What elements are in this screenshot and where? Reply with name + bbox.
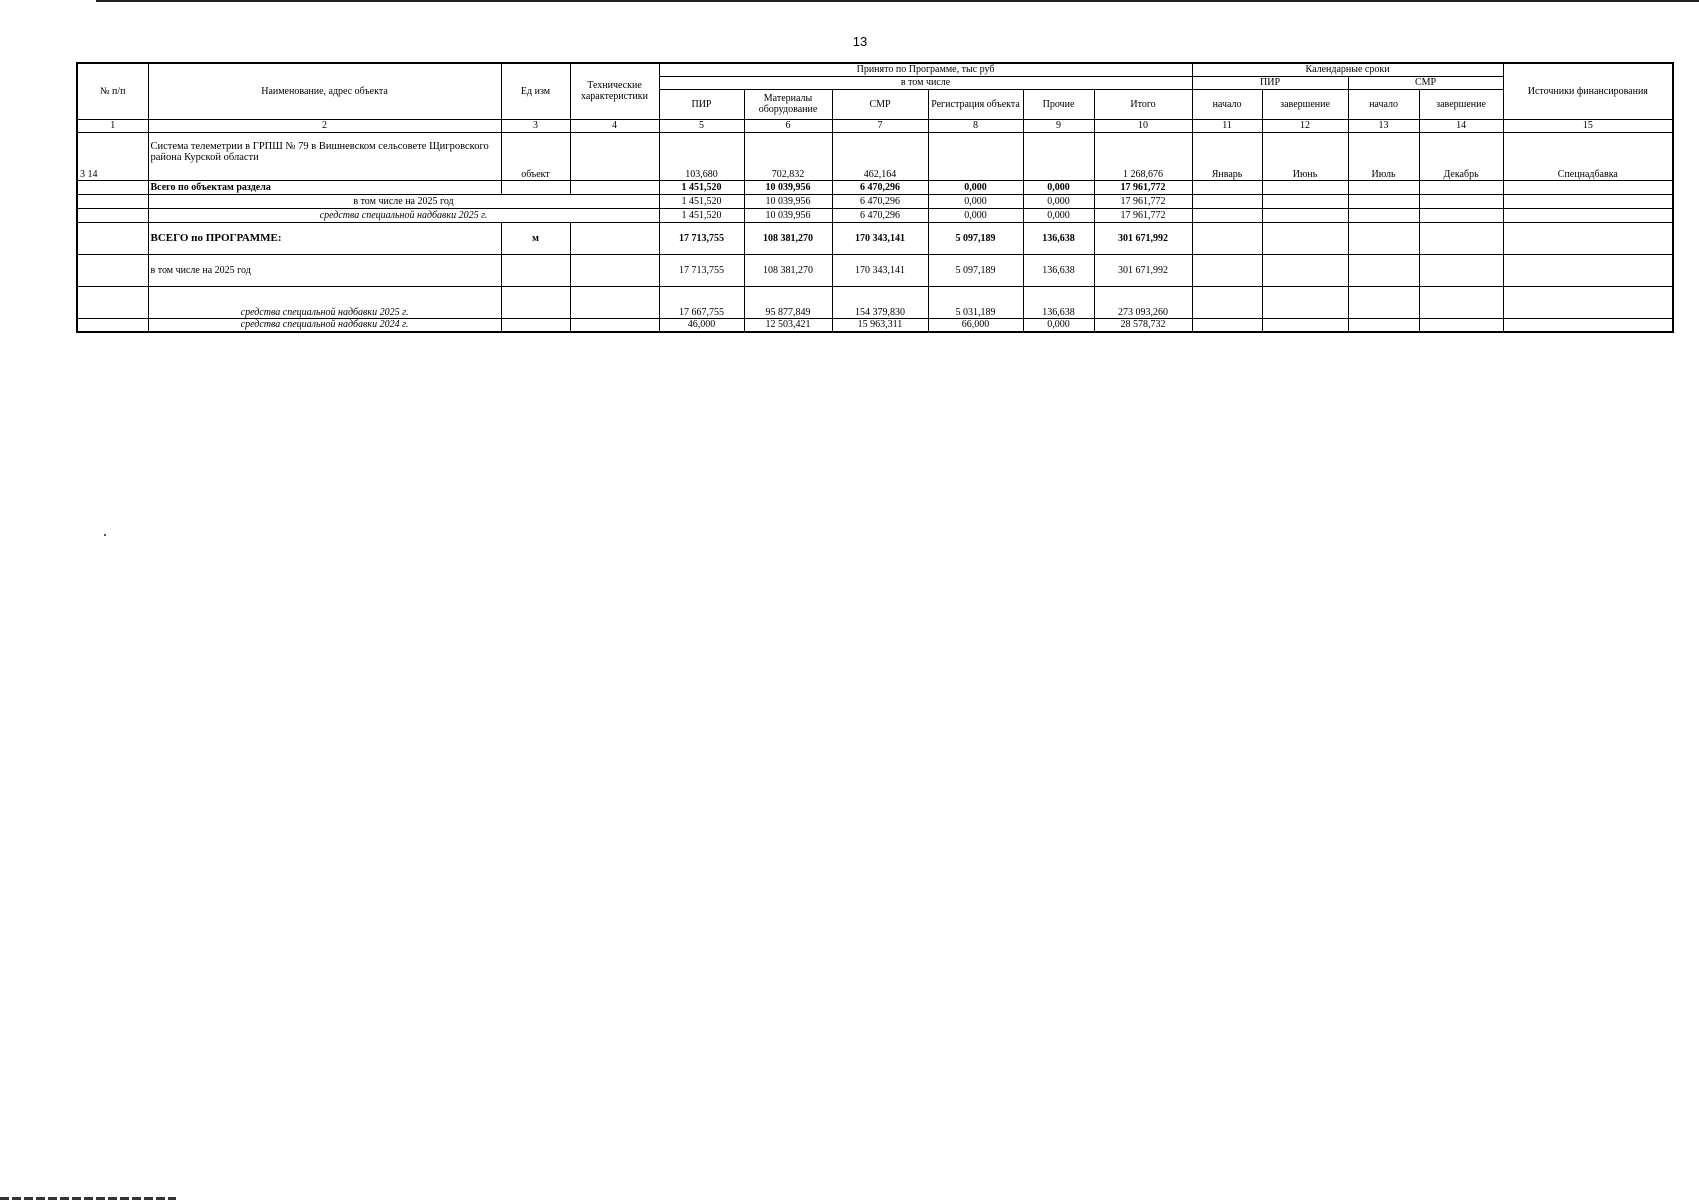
program-total-row [77, 222, 1673, 254]
header-total: Итого [1094, 89, 1192, 119]
header-cal-smr: СМР [1348, 76, 1503, 89]
col-number: 2 [148, 119, 501, 132]
section-total-other: 0,000 [1023, 180, 1094, 194]
header-pir-end: завершение [1262, 89, 1348, 119]
program-2025-materials: 108 381,270 [744, 254, 832, 286]
scan-speck [104, 534, 106, 536]
program-2025-label: в том числе на 2025 год [148, 254, 501, 286]
section-total-label: Всего по объектам раздела [148, 180, 501, 194]
section-2025-smr: 6 470,296 [832, 194, 928, 208]
program-total-other: 136,638 [1023, 222, 1094, 254]
col-number: 13 [1348, 119, 1419, 132]
program-fund-2024-pir: 46,000 [659, 318, 744, 332]
section-fund-2025-other: 0,000 [1023, 208, 1094, 222]
program-total-unit: м [501, 222, 570, 254]
program-fund-2024-materials: 12 503,421 [744, 318, 832, 332]
col-number: 9 [1023, 119, 1094, 132]
section-total-row [77, 180, 1673, 194]
col-number: 4 [570, 119, 659, 132]
header-smr-start: начало [1348, 89, 1419, 119]
program-total-materials: 108 381,270 [744, 222, 832, 254]
program-table [76, 62, 1674, 333]
program-fund-2025-materials: 95 877,849 [744, 286, 832, 318]
program-fund-2025-total: 273 093,260 [1094, 286, 1192, 318]
program-fund-2025-registration: 5 031,189 [928, 286, 1023, 318]
header-calendar: Календарные сроки [1192, 63, 1503, 76]
program-fund-2024-other: 0,000 [1023, 318, 1094, 332]
section-2025-registration: 0,000 [928, 194, 1023, 208]
object-source: Спецнадбавка [1503, 132, 1673, 180]
header-smr: СМР [832, 89, 928, 119]
object-other [1023, 132, 1094, 180]
header-including: в том числе [659, 76, 1192, 89]
object-num: 3 14 [77, 132, 148, 180]
section-total-total: 17 961,772 [1094, 180, 1192, 194]
program-2025-other: 136,638 [1023, 254, 1094, 286]
section-fund-2025-pir: 1 451,520 [659, 208, 744, 222]
header-other: Прочие [1023, 89, 1094, 119]
program-total-label: ВСЕГО по ПРОГРАММЕ: [148, 222, 501, 254]
page-number: 13 [852, 34, 868, 49]
program-total-smr: 170 343,141 [832, 222, 928, 254]
header-accepted: Принято по Программе, тыс руб [659, 63, 1192, 76]
header-pir-start: начало [1192, 89, 1262, 119]
program-total-registration: 5 097,189 [928, 222, 1023, 254]
section-2025-materials: 10 039,956 [744, 194, 832, 208]
col-number: 8 [928, 119, 1023, 132]
section-fund-2025-materials: 10 039,956 [744, 208, 832, 222]
col-number: 6 [744, 119, 832, 132]
program-2025-registration: 5 097,189 [928, 254, 1023, 286]
program-fund-2024-smr: 15 963,311 [832, 318, 928, 332]
program-fund-2024-row [77, 318, 1673, 332]
object-row [77, 132, 1673, 180]
program-2025-pir: 17 713,755 [659, 254, 744, 286]
section-total-pir: 1 451,520 [659, 180, 744, 194]
program-fund-2025-row [77, 286, 1673, 318]
program-fund-2024-registration: 66,000 [928, 318, 1023, 332]
header-sources: Источники финансирования [1503, 63, 1673, 119]
object-unit: объект [501, 132, 570, 180]
header-tech: Технические характеристики [570, 63, 659, 119]
program-fund-2025-other: 136,638 [1023, 286, 1094, 318]
object-name: Система телеметрии в ГРПШ № 79 в Вишневском сельсовете Щигровского района Курской области [148, 132, 501, 180]
header-num: № п/п [77, 63, 148, 119]
program-2025-total: 301 671,992 [1094, 254, 1192, 286]
program-total-total: 301 671,992 [1094, 222, 1192, 254]
program-fund-2025-smr: 154 379,830 [832, 286, 928, 318]
program-fund-2025-pir: 17 667,755 [659, 286, 744, 318]
col-number: 11 [1192, 119, 1262, 132]
object-smr-start: Июль [1348, 132, 1419, 180]
section-2025-other: 0,000 [1023, 194, 1094, 208]
object-pir: 103,680 [659, 132, 744, 180]
section-2025-label: в том числе на 2025 год [148, 194, 659, 208]
header-unit: Ед изм [501, 63, 570, 119]
header-materials: Материалы оборудование [744, 89, 832, 119]
col-number: 15 [1503, 119, 1673, 132]
col-number: 14 [1419, 119, 1503, 132]
col-number: 5 [659, 119, 744, 132]
object-materials: 702,832 [744, 132, 832, 180]
program-fund-2024-total: 28 578,732 [1094, 318, 1192, 332]
header-pir: ПИР [659, 89, 744, 119]
program-fund-2024-label: средства специальной надбавки 2024 г. [148, 318, 501, 332]
section-fund-2025-label: средства специальной надбавки 2025 г. [148, 208, 659, 222]
header-name: Наименование, адрес объекта [148, 63, 501, 119]
section-total-smr: 6 470,296 [832, 180, 928, 194]
header-registration: Регистрация объекта [928, 89, 1023, 119]
section-total-materials: 10 039,956 [744, 180, 832, 194]
column-number-row [77, 119, 1673, 132]
section-fund-2025-total: 17 961,772 [1094, 208, 1192, 222]
top-border-line [96, 0, 1699, 2]
section-fund-2025-smr: 6 470,296 [832, 208, 928, 222]
section-fund-2025-row [77, 208, 1673, 222]
header-row-1 [77, 63, 1673, 76]
object-total: 1 268,676 [1094, 132, 1192, 180]
object-smr-end: Декабрь [1419, 132, 1503, 180]
object-pir-end: Июнь [1262, 132, 1348, 180]
section-2025-pir: 1 451,520 [659, 194, 744, 208]
section-2025-total: 17 961,772 [1094, 194, 1192, 208]
col-number: 10 [1094, 119, 1192, 132]
program-total-pir: 17 713,755 [659, 222, 744, 254]
col-number: 7 [832, 119, 928, 132]
col-number: 1 [77, 119, 148, 132]
object-registration [928, 132, 1023, 180]
col-number: 12 [1262, 119, 1348, 132]
program-2025-smr: 170 343,141 [832, 254, 928, 286]
program-2025-row [77, 254, 1673, 286]
object-smr: 462,164 [832, 132, 928, 180]
header-smr-end: завершение [1419, 89, 1503, 119]
object-pir-start: Январь [1192, 132, 1262, 180]
section-fund-2025-registration: 0,000 [928, 208, 1023, 222]
header-cal-pir: ПИР [1192, 76, 1348, 89]
section-2025-row [77, 194, 1673, 208]
program-fund-2025-label: средства специальной надбавки 2025 г. [148, 286, 501, 318]
col-number: 3 [501, 119, 570, 132]
section-total-registration: 0,000 [928, 180, 1023, 194]
object-tech [570, 132, 659, 180]
